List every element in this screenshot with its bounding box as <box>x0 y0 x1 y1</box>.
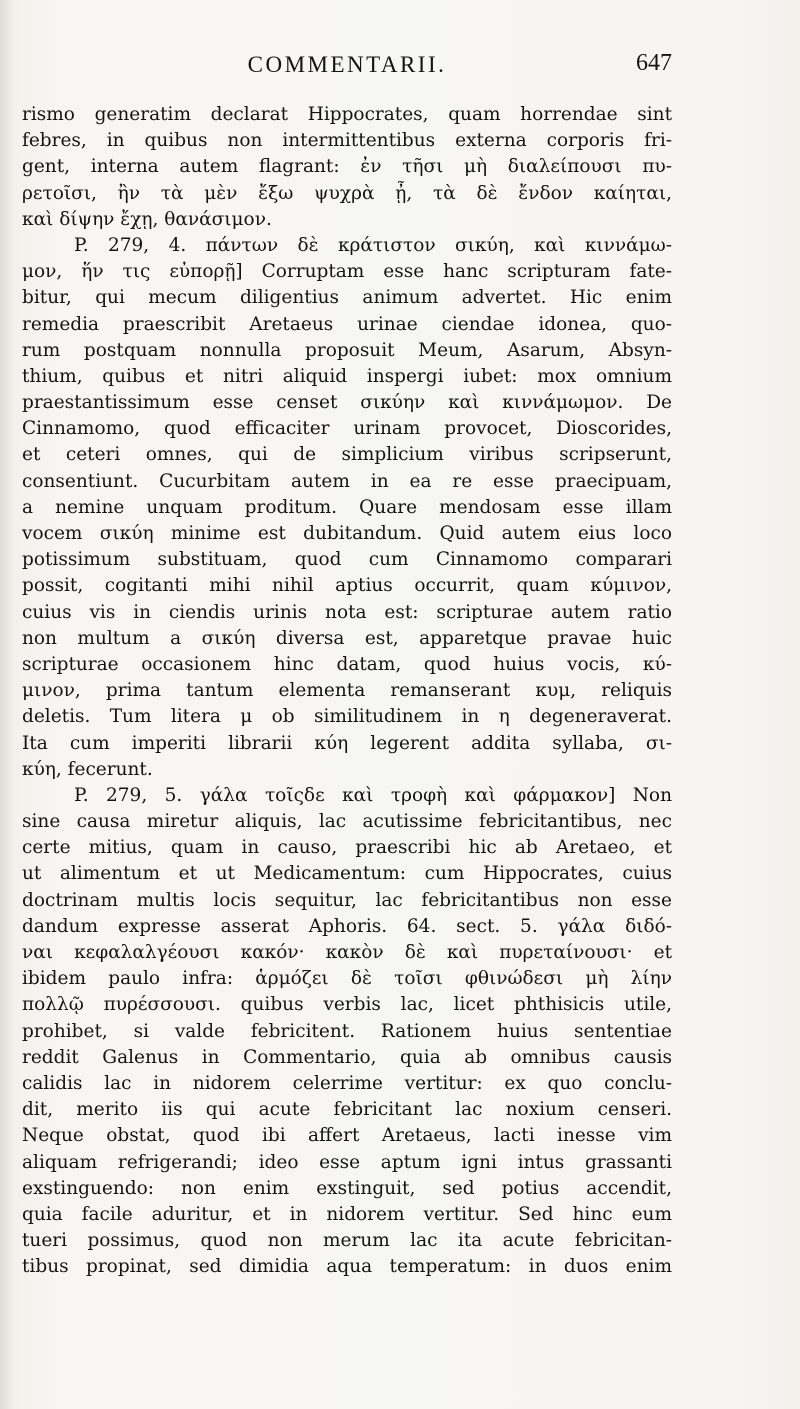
text-line: non multum a σικύη diversa est, apparetque pravae huic <box>22 627 672 649</box>
text-line: μον, ἥν τις εὐπορῇ] Corruptam esse hanc scripturam fate- <box>22 261 672 283</box>
text-line: μινον, prima tantum elementa remanserant κυμ, reliquis <box>22 680 672 702</box>
text-line: κύη, fecerunt. <box>22 758 153 780</box>
running-head <box>22 50 672 86</box>
text-line: rum postquam nonnulla proposuit Meum, Asarum, Absyn- <box>22 339 672 361</box>
text-line: tueri possimus, quod non merum lac ita acute febricitan- <box>22 1230 672 1252</box>
text-line: tibus propinat, sed dimidia aqua temperatum: in duos enim <box>22 1256 672 1278</box>
text-line: certe mitius, quam in causo, praescribi hic ab Aretaeo, et <box>22 837 672 859</box>
text-line: Ita cum imperiti librarii κύη legerent addita syllaba, σι- <box>22 732 672 754</box>
text-line: reddit Galenus in Commentario, quia ab omnibus causis <box>22 1046 672 1068</box>
running-title: COMMENTARII. <box>247 52 447 77</box>
text-line: Neque obstat, quod ibi affert Aretaeus, lacti inesse vim <box>22 1125 672 1147</box>
text-line: Cinnamomo, quod efficaciter urinam provocet, Dioscorides, <box>22 418 672 440</box>
text-line: quia facile aduritur, et in nidorem vertitur. Sed hinc eum <box>22 1203 672 1225</box>
page-number: 647 <box>636 50 672 76</box>
text-line: vocem σικύη minime est dubitandum. Quid autem eius loco <box>22 523 672 544</box>
text-line: potissimum substituam, quod cum Cinnamomo comparari <box>22 549 672 571</box>
text-line: P. 279, 4. πάντων δὲ κράτιστον σικύη, καὶ κιννάμω- <box>74 234 672 256</box>
text-line: ut alimentum et ut Medicamentum: cum Hippocrates, cuius <box>22 863 672 885</box>
text-line: sine causa miretur aliquis, lac acutissime febricitantibus, nec <box>22 811 672 833</box>
body-text <box>22 102 672 1280</box>
text-line: dit, merito iis qui acute febricitant lac noxium censeri. <box>22 1099 672 1121</box>
text-line: P. 279, 5. γάλα τοῖςδε καὶ τροφὴ καὶ φάρμακον] Non <box>74 784 672 806</box>
text-line: a nemine unquam proditum. Quare mendosam esse illam <box>22 496 672 518</box>
text-line: καὶ δίψην ἔχῃ, θανάσιμον. <box>22 208 272 230</box>
text-line: consentiunt. Cucurbitam autem in ea re esse praecipuam, <box>22 470 672 492</box>
text-line: cuius vis in ciendis urinis nota est: scripturae autem ratio <box>22 601 672 623</box>
text-line: ναι κεφαλαλγέουσι κακόν· κακὸν δὲ καὶ πυρεταίνουσι· et <box>22 942 672 963</box>
text-line: praestantissimum esse censet σικύην καὶ κιννάμωμον. De <box>22 392 672 414</box>
text-line: ibidem paulo infra: ἁρμόζει δὲ τοῖσι φθινώδεσι μὴ λίην <box>22 968 672 990</box>
text-line: possit, cogitanti mihi nihil aptius occurrit, quam κύμινον, <box>22 575 672 597</box>
text-line: aliquam refrigerandi; ideo esse aptum igni intus grassanti <box>22 1151 672 1173</box>
text-line: thium, quibus et nitri aliquid inspergi iubet: mox omnium <box>22 365 672 387</box>
text-line: prohibet, si valde febricitent. Rationem huius sententiae <box>22 1020 672 1042</box>
text-line: scripturae occasionem hinc datam, quod huius vocis, κύ- <box>22 653 672 675</box>
text-line: exstinguendo: non enim exstinguit, sed potius accendit, <box>22 1177 672 1199</box>
text-line: deletis. Tum litera μ ob similitudinem in η degeneraverat. <box>22 706 672 728</box>
text-line: et ceteri omnes, qui de simplicium viribus scripserunt, <box>22 444 672 466</box>
text-line: ρετοῖσι, ἢν τὰ μὲν ἔξω ψυχρὰ ᾖ, τὰ δὲ ἔνδον καίηται, <box>22 182 672 204</box>
text-line: rismo generatim declarat Hippocrates, quam horrendae sint <box>22 104 672 125</box>
text-line: febres, in quibus non intermittentibus externa corporis fri- <box>22 130 672 152</box>
text-line: bitur, qui mecum diligentius animum advertet. Hic enim <box>22 287 672 309</box>
text-line: remedia praescribit Aretaeus urinae ciendae idonea, quo- <box>22 313 672 335</box>
text-line: gent, interna autem flagrant: ἐν τῆσι μὴ διαλείπουσι πυ- <box>22 156 672 178</box>
text-line: dandum expresse asserat Aphoris. 64. sect. 5. γάλα διδό- <box>22 915 672 937</box>
text-line: calidis lac in nidorem celerrime vertitur: ex quo conclu- <box>22 1072 672 1094</box>
text-line: doctrinam multis locis sequitur, lac febricitantibus non esse <box>22 889 672 911</box>
text-line: πολλῷ πυρέσσουσι. quibus verbis lac, licet phthisicis utile, <box>22 994 672 1016</box>
